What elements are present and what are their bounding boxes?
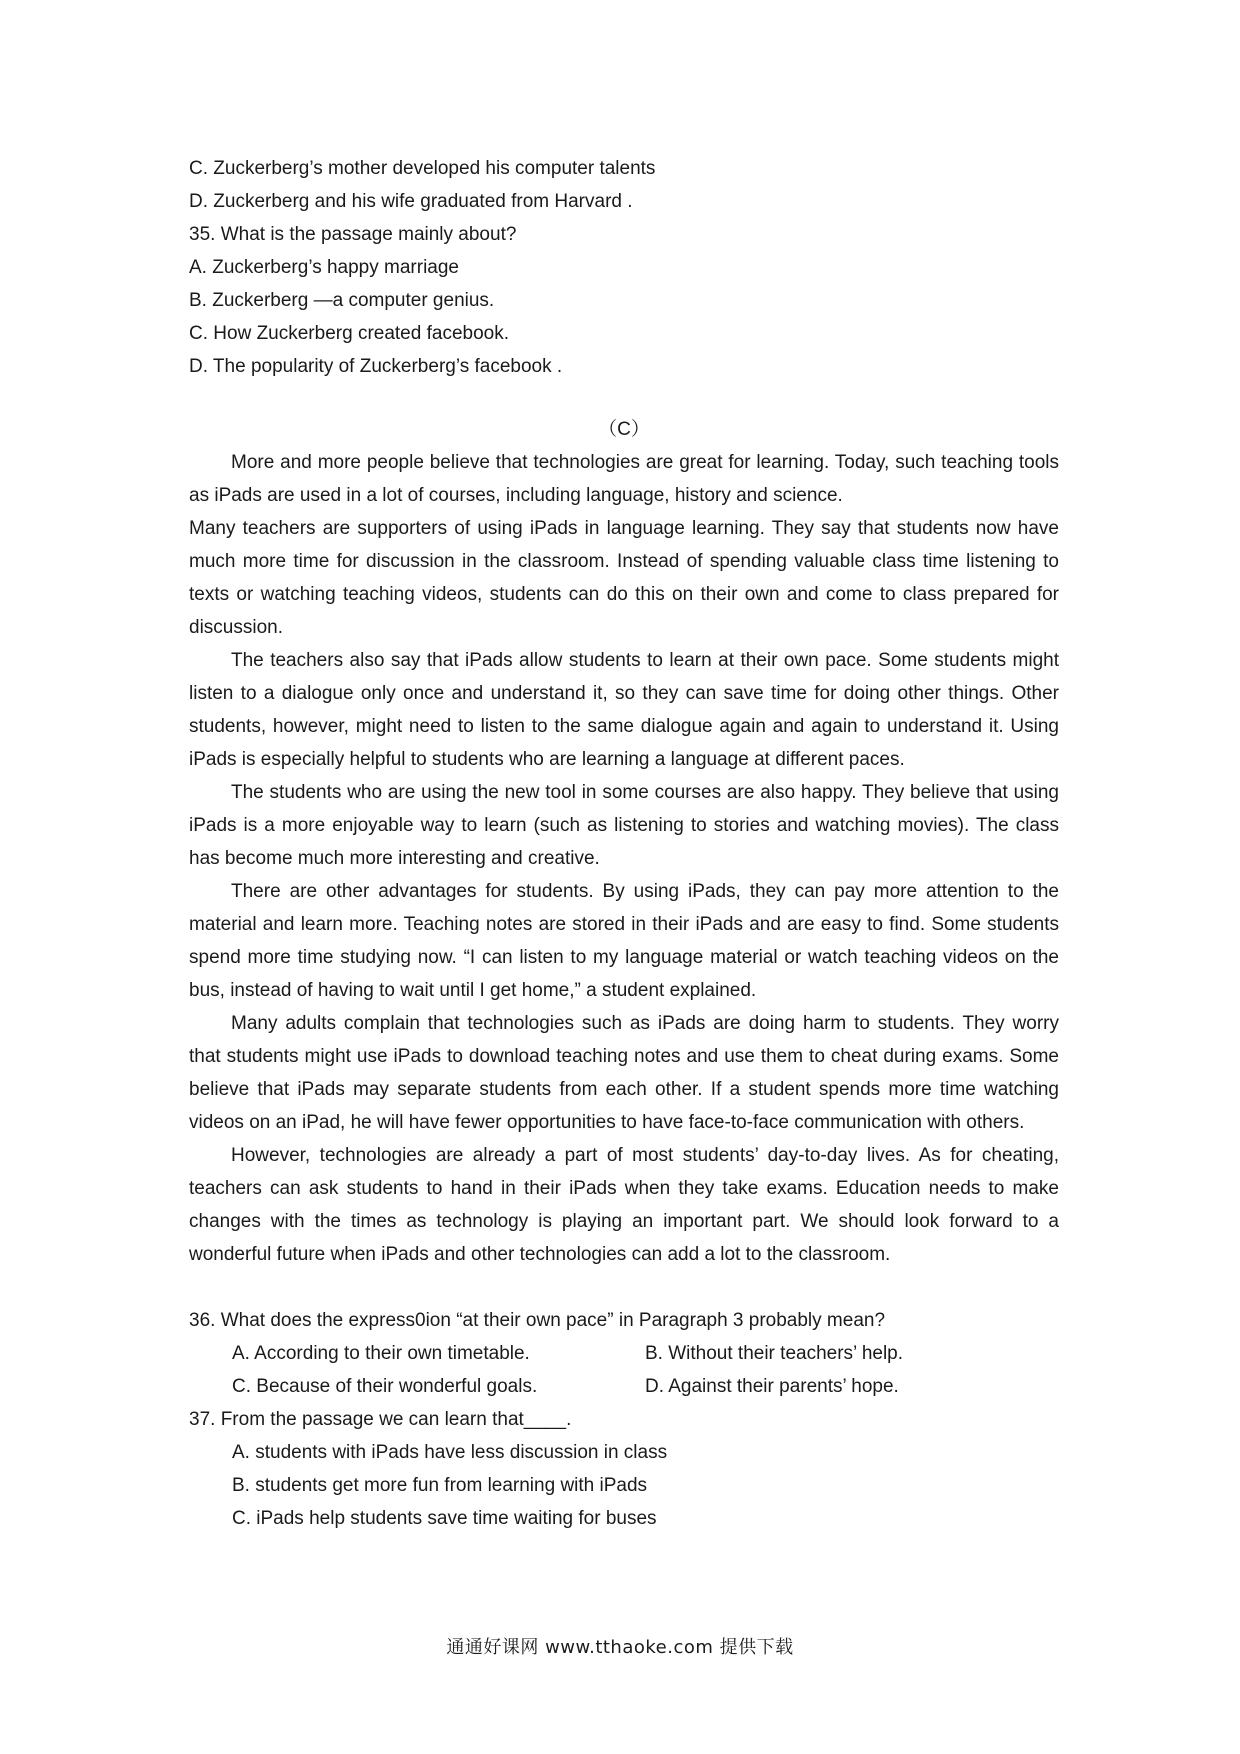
q36-options-row-2 <box>189 1370 1059 1403</box>
q35-option-c: C. How Zuckerberg created facebook. <box>189 323 509 344</box>
section-label: （C） <box>598 419 650 440</box>
reading-passage <box>189 446 1059 1271</box>
q36-option-d: D. Against their parents’ hope. <box>645 1376 899 1397</box>
q36-option-a: A. According to their own timetable. <box>232 1343 530 1364</box>
q37-stem: 37. From the passage we can learn that____. <box>189 1409 572 1430</box>
q36-stem: 36. What does the express0ion “at their own pace” in Paragraph 3 probably mean? <box>189 1310 886 1331</box>
q37-option-b: B. students get more fun from learning with iPads <box>232 1475 648 1496</box>
q34-option-d: D. Zuckerberg and his wife graduated from Harvard . <box>189 191 633 212</box>
q34-option-c: C. Zuckerberg’s mother developed his computer talents <box>189 158 656 179</box>
document-page <box>189 152 1059 1535</box>
passage-paragraph-2: Many teachers are supporters of using iPads in language learning. They say that students now have much more time for discussion in the classroom. Instead of spending valuable class time listening to texts or watching teaching videos, students can do this on their own and come to class prepared for discussion. <box>189 518 1059 638</box>
q36-options-row-1 <box>189 1337 1059 1370</box>
q36-option-c: C. Because of their wonderful goals. <box>232 1376 538 1397</box>
passage-paragraph-5: There are other advantages for students. By using iPads, they can pay more attention to the material and learn more. Teaching notes are stored in their iPads and are easy to find. Some students spend more time studying now. “I can listen to my language material or watch teaching videos on the bus, instead of having to wait until I get home,” a student explained. <box>189 881 1059 1001</box>
q35-option-a: A. Zuckerberg’s happy marriage <box>189 257 459 278</box>
question-36 <box>189 1304 1059 1403</box>
passage-paragraph-6: Many adults complain that technologies such as iPads are doing harm to students. They worry that students might use iPads to download teaching notes and use them to cheat during exams. Some believe that iPads may separate students from each other. If a student spends more time watching videos on an iPad, he will have fewer opportunities to have face-to-face communication with others. <box>189 1013 1059 1133</box>
passage-paragraph-4: The students who are using the new tool in some courses are also happy. They believe that using iPads is a more enjoyable way to learn (such as listening to stories and watching movies). The class has become much more interesting and creative. <box>189 782 1059 869</box>
q37-option-a: A. students with iPads have less discussion in class <box>232 1442 668 1463</box>
q37-option-c: C. iPads help students save time waiting for buses <box>232 1508 657 1529</box>
passage-paragraph-1: More and more people believe that technologies are great for learning. Today, such teaching tools as iPads are used in a lot of courses, including language, history and science. <box>189 452 1059 506</box>
q35-option-b: B. Zuckerberg —a computer genius. <box>189 290 495 311</box>
passage-paragraph-3: The teachers also say that iPads allow students to learn at their own pace. Some students might listen to a dialogue only once and understand it, so they can save time for doing other things. Other students, however, might need to listen to the same dialogue again and again to understand it. Using iPads is especially helpful to students who are learning a language at different paces. <box>189 650 1059 770</box>
spacer <box>189 1271 1059 1304</box>
q35-stem: 35. What is the passage mainly about? <box>189 224 517 245</box>
q35-option-d: D. The popularity of Zuckerberg’s facebook . <box>189 356 563 377</box>
question-37 <box>189 1403 1059 1535</box>
q36-option-b: B. Without their teachers’ help. <box>645 1343 904 1364</box>
passage-paragraph-7: However, technologies are already a part of most students’ day-to-day lives. As for cheating, teachers can ask students to hand in their iPads when they take exams. Education needs to make changes with the times as technology is playing an important part. We should look forward to a wonderful future when iPads and other technologies can add a lot to the classroom. <box>189 1145 1059 1265</box>
page-footer: 通通好课网 www.tthaoke.com 提供下载 <box>446 1637 794 1658</box>
